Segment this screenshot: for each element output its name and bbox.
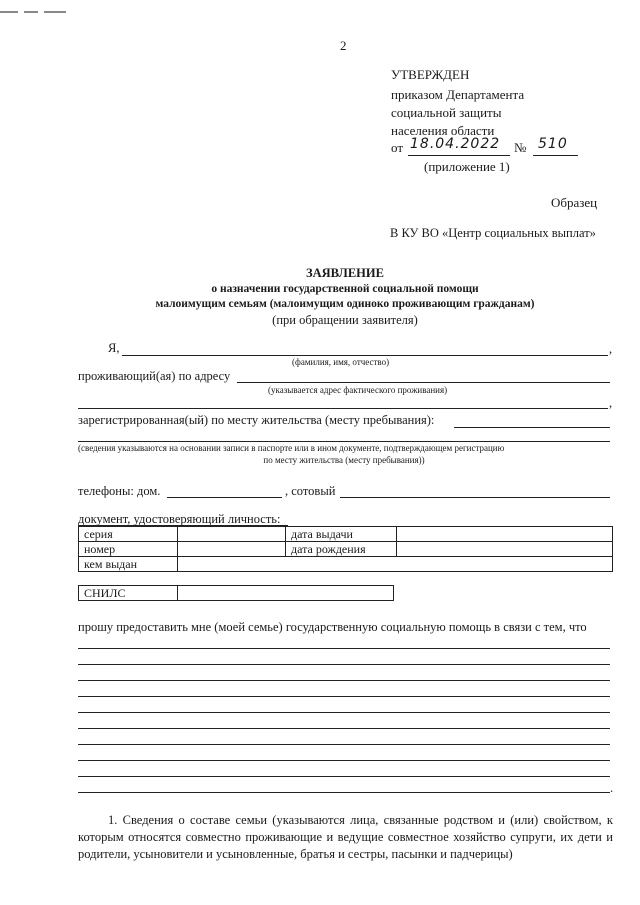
phone-mobile-line[interactable]	[340, 497, 610, 498]
table-cell-value[interactable]	[178, 557, 613, 572]
phone-home-label: телефоны: дом.	[78, 484, 161, 498]
registered-line[interactable]	[454, 427, 610, 428]
id-document-table	[78, 526, 613, 572]
approval-appendix: (приложение 1)	[424, 159, 510, 174]
table-cell-value[interactable]	[178, 542, 286, 557]
i-label: Я,	[108, 341, 120, 355]
approval-from-label: от	[391, 140, 404, 155]
snils-value[interactable]	[178, 586, 394, 601]
reason-line[interactable]	[78, 712, 610, 713]
table-cell-value[interactable]	[397, 542, 613, 557]
approval-number: 510	[538, 136, 568, 152]
approval-title: УТВЕРЖДЕН	[391, 67, 470, 82]
reason-line[interactable]	[78, 680, 610, 681]
table-row	[79, 586, 394, 601]
number-underline	[533, 155, 578, 156]
reason-line[interactable]	[78, 648, 610, 649]
phone-home-line[interactable]	[167, 497, 282, 498]
table-cell-value[interactable]	[397, 527, 613, 542]
sample-label: Образец	[551, 195, 598, 210]
table-cell-label: дата рождения	[286, 542, 397, 557]
table-cell-label: кем выдан	[79, 557, 178, 572]
reason-line[interactable]	[78, 744, 610, 745]
scan-artifact	[0, 0, 80, 4]
table-row	[79, 542, 613, 557]
page-number: 2	[340, 38, 347, 53]
table-row	[79, 557, 613, 572]
comma: ,	[609, 396, 613, 410]
registered-line-2[interactable]	[78, 441, 610, 442]
approval-line-2: социальной защиты	[391, 105, 502, 120]
address-label: проживающий(ая) по адресу	[78, 369, 231, 383]
snils-label: СНИЛС	[79, 586, 178, 601]
full-name-hint: (фамилия, имя, отчество)	[292, 357, 390, 367]
id-doc-label: документ, удостоверяющий личность:	[78, 512, 281, 526]
request-text: прошу предоставить мне (моей семье) государственную социальную помощь в связи с тем, что	[78, 620, 587, 634]
table-cell-label: серия	[79, 527, 178, 542]
reason-line[interactable]	[78, 760, 610, 761]
table-cell-value[interactable]	[178, 527, 286, 542]
reason-line[interactable]	[78, 776, 610, 777]
snils-table	[78, 585, 394, 601]
registered-hint-1: (сведения указываются на основании записи в паспорте или в ином документе, подтверждающем регистрацию	[78, 443, 505, 453]
period: .	[610, 781, 614, 795]
approval-date: 18.04.2022	[410, 136, 501, 152]
section-1-text: 1. Сведения о составе семьи (указываются лица, связанные родством и (или) свойством, к которым относятся совместно проживающие и ведущие совместное хозяйство супруги, их дети и родители, усыновители и усыновленные, братья и сестры, пасынки и падчерицы)	[78, 813, 613, 861]
phone-mobile-label: , сотовый	[285, 484, 336, 498]
address-line-2[interactable]	[78, 408, 608, 409]
comma: ,	[609, 342, 613, 356]
reason-line[interactable]	[78, 728, 610, 729]
heading-line-3: (при обращении заявителя)	[272, 313, 418, 327]
reason-line[interactable]	[78, 696, 610, 697]
table-cell-label: дата выдачи	[286, 527, 397, 542]
reason-line[interactable]	[78, 792, 610, 793]
table-row	[79, 527, 613, 542]
table-cell-label: номер	[79, 542, 178, 557]
full-name-line[interactable]	[122, 355, 608, 356]
approval-line-3: населения области	[391, 123, 495, 138]
reason-line[interactable]	[78, 664, 610, 665]
approval-line-1: приказом Департамента	[391, 87, 525, 102]
heading-line-1: о назначении государственной социальной помощи	[211, 283, 479, 295]
approval-number-label: №	[514, 140, 527, 155]
registered-hint-2: по месту жительства (месту пребывания))	[263, 455, 425, 465]
heading-line-2: малоимущим семьям (малоимущим одиноко проживающим гражданам)	[155, 298, 535, 310]
address-hint: (указывается адрес фактического проживания)	[268, 385, 448, 395]
address-line[interactable]	[237, 382, 610, 383]
addressee: В КУ ВО «Центр социальных выплат»	[390, 226, 596, 240]
registered-label: зарегистрированная(ый) по месту жительства (месту пребывания):	[78, 413, 435, 427]
document-title: ЗАЯВЛЕНИЕ	[306, 266, 384, 280]
date-underline	[408, 155, 510, 156]
